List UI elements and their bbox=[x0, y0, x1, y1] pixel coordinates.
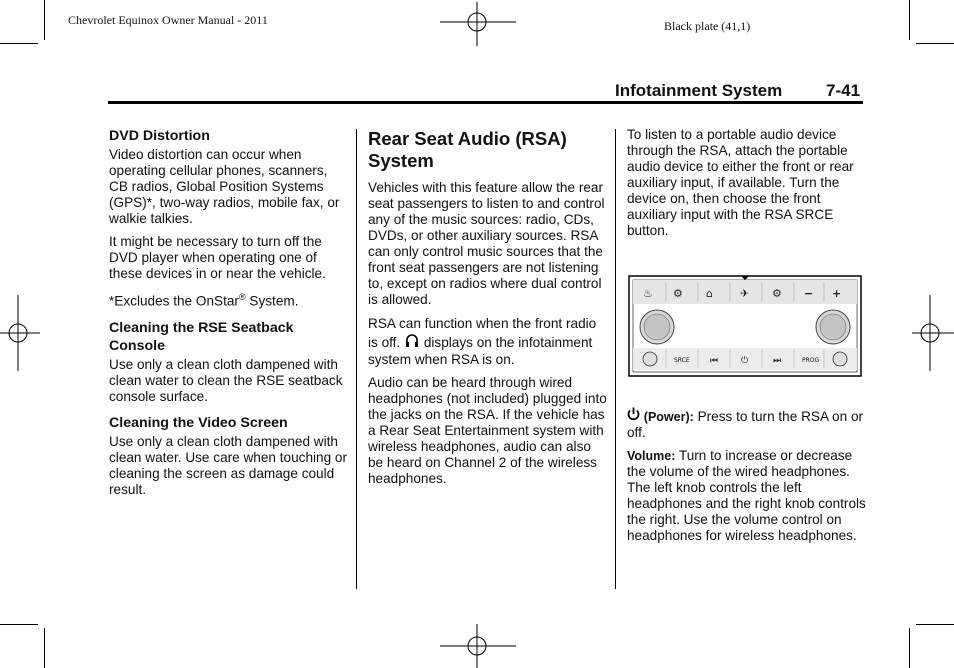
volume-text: Turn to increase or decrease the volume of the wired headphones. The left knob controls the left headphones and the right knob controls the right. Use the volume control on headphones for wireless headphones. bbox=[627, 448, 866, 543]
svg-text:⌂: ⌂ bbox=[706, 287, 713, 300]
column-2 bbox=[368, 128, 608, 494]
paragraph: To listen to a portable audio device through the RSA, attach the portable audio device to either the front or rear auxiliary input, if available. Turn the device on, then choose the front auxiliary input with the RSA SRCE button. bbox=[627, 127, 854, 238]
svg-text:−: − bbox=[804, 287, 814, 300]
section-title: Infotainment System bbox=[615, 81, 783, 100]
manual-title: Chevrolet Equinox Owner Manual - 2011 bbox=[68, 13, 268, 27]
svg-text:✈: ✈ bbox=[740, 287, 750, 300]
registration-mark-left bbox=[0, 295, 40, 371]
svg-text:+: + bbox=[832, 287, 842, 300]
paragraph: Use only a clean cloth dampened with clean water to clean the RSE seatback console surface. bbox=[109, 356, 343, 404]
paragraph: Audio can be heard through wired headphones (not included) plugged into the jacks on the RSA. If the vehicle has a Rear Seat Entertainment system with wireless headphones, audio can also be heard on Channel 2 of the wireless headphones. bbox=[368, 375, 607, 486]
column-divider bbox=[356, 129, 357, 589]
heading-rsa: Rear Seat Audio (RSA) System bbox=[368, 128, 567, 171]
srce-label: SRCE bbox=[674, 357, 690, 364]
crop-mark bbox=[44, 0, 45, 40]
seat-heat-left-icon: ♨ bbox=[643, 287, 653, 300]
svg-text:⚙: ⚙ bbox=[673, 287, 683, 300]
svg-text:⏮: ⏮ bbox=[710, 356, 719, 366]
crop-mark bbox=[909, 0, 910, 40]
heading-dvd-distortion: DVD Distortion bbox=[109, 128, 210, 144]
paragraph: Vehicles with this feature allow the rear seat passengers to listen to and control any of the music sources: radio, CDs, DVDs, or other auxiliary sources. RSA can only control music sources that the front seat passengers are not listening to, except on radios where dual control is allowed. bbox=[368, 180, 605, 307]
crop-mark bbox=[44, 628, 45, 668]
column-1 bbox=[109, 127, 349, 505]
crop-mark bbox=[0, 624, 38, 625]
volume-paragraph bbox=[627, 448, 867, 544]
paragraph: Video distortion can occur when operating cellular phones, scanners, CB radios, Global Position Systems (GPS)*, two-way radios, mobile fax, or walkie talkies. bbox=[109, 147, 340, 226]
registration-mark-right bbox=[912, 295, 954, 371]
crop-mark bbox=[0, 43, 38, 44]
paragraph: Use only a clean cloth dampened with clean water. Use care when touching or cleaning the screen as damage could result. bbox=[109, 433, 348, 497]
registration-mark-bottom bbox=[440, 624, 516, 668]
column-divider bbox=[615, 129, 616, 589]
crop-mark bbox=[916, 43, 954, 44]
volume-label: Volume: bbox=[627, 449, 676, 463]
power-label: (Power): bbox=[643, 410, 694, 424]
heading-cleaning-screen: Cleaning the Video Screen bbox=[109, 414, 288, 431]
excludes-text-end: System. bbox=[245, 293, 299, 309]
excludes-note bbox=[109, 289, 349, 310]
paragraph-text: RSA can function when the front radio is off. bbox=[368, 316, 597, 350]
paragraph-text: displays on the infotainment system when RSA is on. bbox=[368, 335, 593, 367]
crop-mark bbox=[909, 628, 910, 668]
paragraph-rsa-off bbox=[368, 315, 608, 368]
registered-mark: ® bbox=[238, 292, 246, 302]
excludes-text: *Excludes the OnStar bbox=[109, 293, 239, 309]
heading-cleaning-console: Cleaning the RSE Seatback Console bbox=[109, 319, 294, 354]
paragraph: It might be necessary to turn off the DVD player when operating one of these devices in or near the vehicle. bbox=[109, 234, 326, 281]
svg-text:⚙: ⚙ bbox=[772, 287, 782, 300]
svg-text:⏻: ⏻ bbox=[741, 356, 749, 366]
svg-text:⏭: ⏭ bbox=[773, 356, 782, 366]
crop-mark bbox=[916, 624, 954, 625]
headphones-icon bbox=[404, 332, 420, 348]
plate-label: Black plate (41,1) bbox=[664, 19, 751, 33]
page-number: 7-41 bbox=[826, 81, 861, 100]
column-3 bbox=[627, 127, 867, 246]
header-rule bbox=[108, 101, 863, 104]
prog-label: PROG bbox=[802, 357, 820, 364]
power-paragraph bbox=[627, 407, 867, 441]
column-3-lower bbox=[627, 407, 867, 551]
registration-mark-top bbox=[440, 2, 516, 46]
rsa-panel-illustration bbox=[628, 272, 864, 378]
power-text: Press to turn the RSA on or off. bbox=[627, 409, 864, 440]
power-icon bbox=[627, 407, 640, 421]
